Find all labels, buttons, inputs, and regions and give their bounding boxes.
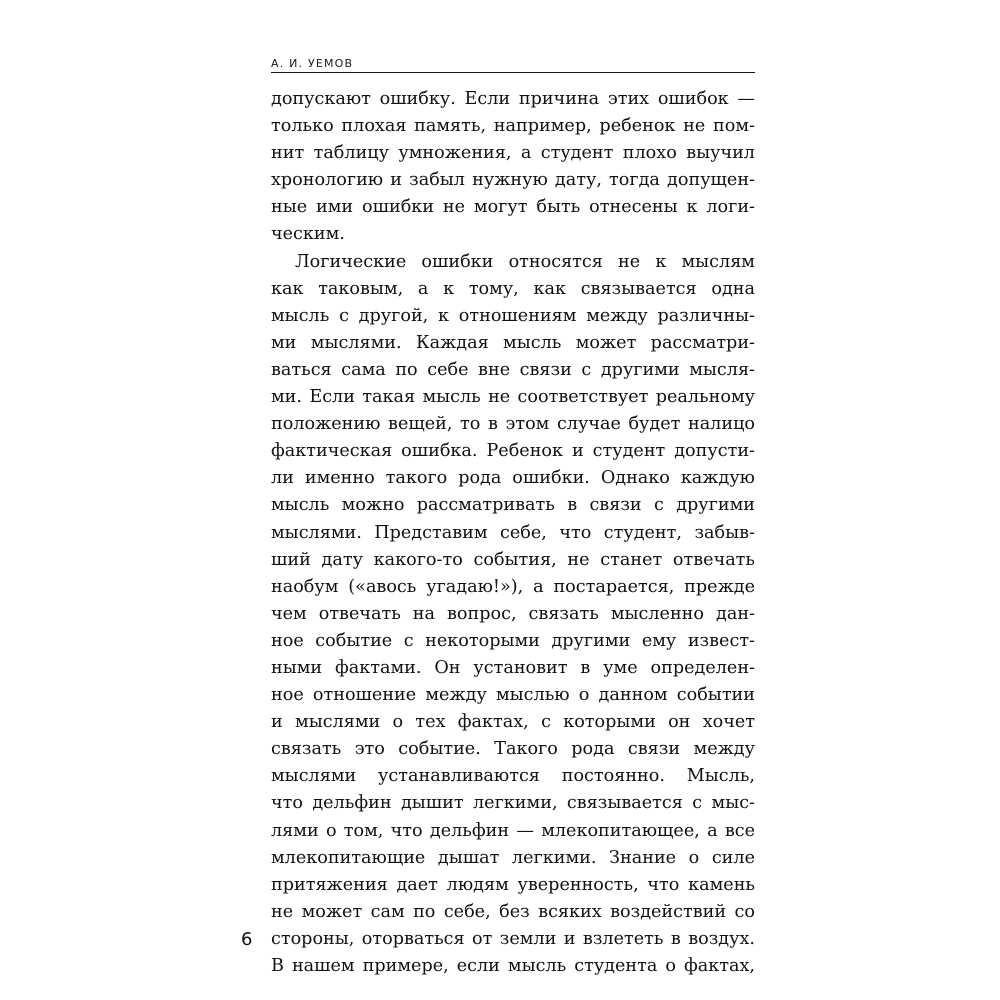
text-line: связать это событие. Такого рода связи между bbox=[271, 739, 755, 760]
text-line: наобум («авось угадаю!»), а постарается, прежде bbox=[271, 576, 755, 597]
text-line: ли именно такого рода ошибки. Однако каждую bbox=[271, 468, 755, 489]
text-line: чем отвечать на вопрос, связать мысленно дан- bbox=[271, 603, 755, 624]
text-line: млекопитающие дышат легкими. Знание о силе bbox=[271, 847, 755, 868]
text-line: ные ими ошибки не могут быть отнесены к логи- bbox=[271, 197, 755, 218]
text-line: хронологию и забыл нужную дату, тогда допущен- bbox=[271, 170, 755, 191]
text-line: ными фактами. Он установит в уме определен- bbox=[271, 657, 755, 678]
text-line: стороны, оторваться от земли и взлететь в воздух. bbox=[271, 928, 755, 949]
text-line: допускают ошибку. Если причина этих ошибок — bbox=[271, 89, 755, 109]
text-line: ное событие с некоторыми другими ему извест- bbox=[271, 630, 755, 651]
page-number: 6 bbox=[241, 929, 253, 950]
text-line: положению вещей, то в этом случае будет налицо bbox=[271, 414, 755, 435]
text-line: мысль можно рассматривать в связи с другими bbox=[271, 495, 755, 516]
text-line: Логические ошибки относятся не к мыслям bbox=[295, 251, 755, 272]
text-line: В нашем примере, если мысль студента о фактах, bbox=[271, 956, 755, 976]
text-line: ми мыслями. Каждая мысль может рассматри- bbox=[271, 332, 755, 353]
text-line: ший дату какого-то события, не станет отвечать bbox=[271, 549, 755, 570]
text-line: лями о том, что дельфин — млекопитающее, а все bbox=[271, 820, 755, 841]
text-line: нит таблицу умножения, а студент плохо выучил bbox=[271, 143, 755, 164]
text-line: только плохая память, например, ребенок не пом- bbox=[271, 116, 755, 137]
text-line: не может сам по себе, без всяких воздействий со bbox=[271, 901, 755, 922]
text-line: мысль с другой, к отношениям между различны- bbox=[271, 305, 755, 326]
header-rule bbox=[271, 72, 755, 73]
text-line: ное отношение между мыслью о данном событии bbox=[271, 685, 755, 706]
text-line: как таковым, а к тому, как связывается одна bbox=[271, 278, 755, 299]
text-line: мыслями. Представим себе, что студент, забыв- bbox=[271, 522, 755, 543]
text-line: мыслями устанавливаются постоянно. Мысль, bbox=[271, 766, 755, 787]
text-line: ми. Если такая мысль не соответствует реальному bbox=[271, 387, 755, 408]
running-head: А. И. УЕМОВ bbox=[271, 57, 354, 70]
text-line: ваться сама по себе вне связи с другими мысля- bbox=[271, 359, 755, 380]
body-text bbox=[271, 86, 755, 980]
text-line: что дельфин дышит легкими, связывается с мыс- bbox=[271, 793, 755, 814]
text-line: фактическая ошибка. Ребенок и студент допусти- bbox=[271, 441, 755, 462]
text-line: и мыслями о тех фактах, с которыми он хочет bbox=[271, 712, 755, 733]
text-line: ческим. bbox=[271, 224, 345, 245]
text-line: притяжения дает людям уверенность, что камень bbox=[271, 874, 755, 895]
